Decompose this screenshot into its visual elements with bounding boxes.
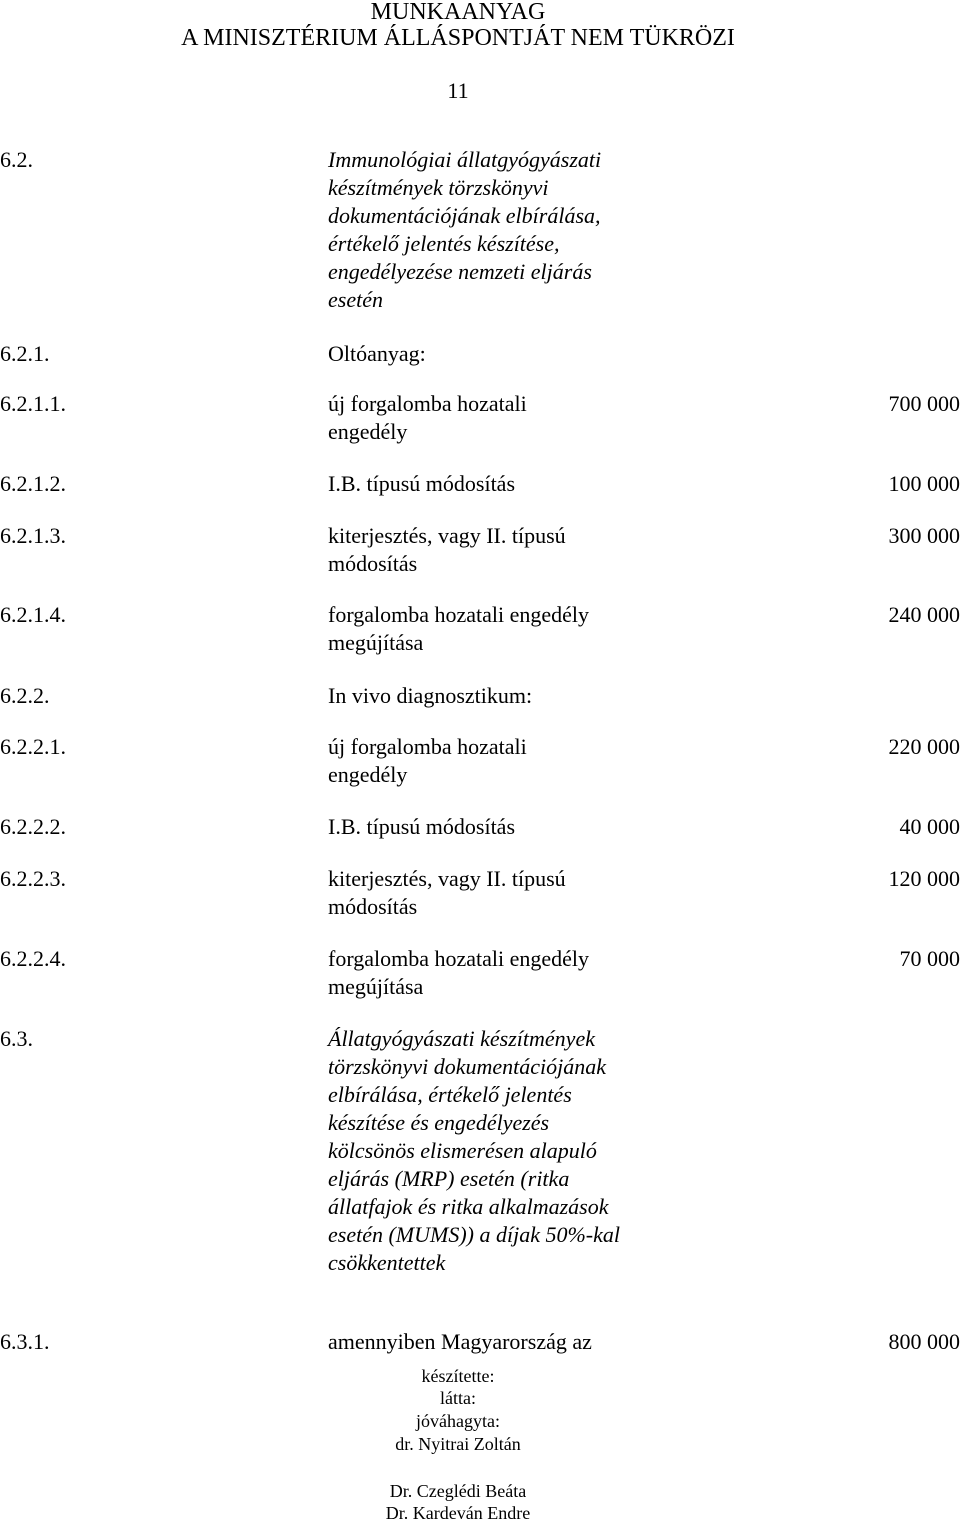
footer-name-kardevan: Dr. Kardeván Endre xyxy=(0,1501,916,1525)
row-amount: 300 000 xyxy=(889,522,960,550)
row-number: 6.2.1.3. xyxy=(0,522,66,550)
row-amount: 120 000 xyxy=(889,865,960,893)
row-description: In vivo diagnosztikum: xyxy=(328,682,648,710)
row-description: új forgalomba hozatali engedély xyxy=(328,390,568,446)
row-number: 6.2.2.4. xyxy=(0,945,66,973)
row-description: Állatgyógyászati készítmények törzskönyvi dokumentációjának elbírálása, értékelő jelentés készítése és engedélyezés kölcsönös elismerésen alapuló eljárás (MRP) esetén (ritka állatfajok és ritka alkalmazások esetén (MUMS)) a díjak 50%-kal csökkentettek xyxy=(328,1025,638,1277)
row-number: 6.2.2.2. xyxy=(0,813,66,841)
row-amount: 70 000 xyxy=(900,945,960,973)
row-number: 6.2.1.1. xyxy=(0,390,66,418)
footer-seen-label: látta: xyxy=(0,1386,916,1410)
page-number: 11 xyxy=(0,78,916,104)
draft-label: MUNKAANYAG xyxy=(0,0,916,27)
row-number: 6.2.2.1. xyxy=(0,733,66,761)
row-number: 6.2.1.4. xyxy=(0,601,66,629)
disclaimer-label: A MINISZTÉRIUM ÁLLÁSPONTJÁT NEM TÜKRÖZI xyxy=(0,24,916,53)
row-amount: 240 000 xyxy=(889,601,960,629)
row-number: 6.3.1. xyxy=(0,1328,50,1356)
row-description: amennyiben Magyarország az xyxy=(328,1328,768,1356)
row-description: kiterjesztés, vagy II. típusú módosítás xyxy=(328,865,598,921)
row-number: 6.2.1. xyxy=(0,340,50,368)
footer-name-nyitrai: dr. Nyitrai Zoltán xyxy=(0,1432,916,1456)
row-description: I.B. típusú módosítás xyxy=(328,813,648,841)
row-number: 6.2. xyxy=(0,146,33,174)
row-amount: 220 000 xyxy=(889,733,960,761)
row-amount: 100 000 xyxy=(889,470,960,498)
row-description: új forgalomba hozatali engedély xyxy=(328,733,568,789)
row-amount: 40 000 xyxy=(900,813,960,841)
row-number: 6.2.2. xyxy=(0,682,50,710)
footer-approved-label: jóváhagyta: xyxy=(0,1409,916,1433)
row-description: forgalomba hozatali engedély megújítása xyxy=(328,945,628,1001)
row-description: kiterjesztés, vagy II. típusú módosítás xyxy=(328,522,598,578)
row-number: 6.2.1.2. xyxy=(0,470,66,498)
footer-prepared-label: készítette: xyxy=(0,1364,916,1388)
footer-name-czegledi: Dr. Czeglédi Beáta xyxy=(0,1479,916,1503)
row-description: Immunológiai állatgyógyászati készítmények törzskönyvi dokumentációjának elbírálása, értékelő jelentés készítése, engedélyezése nemzeti eljárás esetén xyxy=(328,146,648,314)
row-number: 6.3. xyxy=(0,1025,33,1053)
row-number: 6.2.2.3. xyxy=(0,865,66,893)
row-amount: 700 000 xyxy=(889,390,960,418)
row-description: forgalomba hozatali engedély megújítása xyxy=(328,601,628,657)
row-amount: 800 000 xyxy=(889,1328,960,1356)
row-description: I.B. típusú módosítás xyxy=(328,470,648,498)
row-description: Oltóanyag: xyxy=(328,340,648,368)
